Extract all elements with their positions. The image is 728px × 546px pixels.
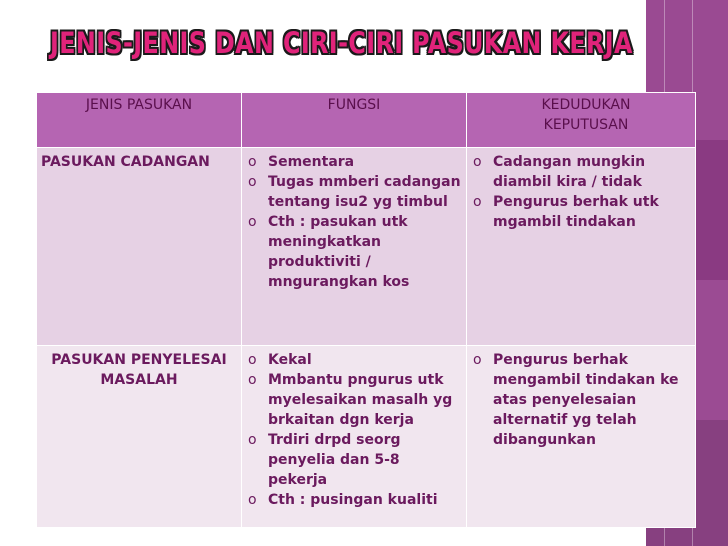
bullet-icon: o [248,352,257,368]
cell-jenis [37,148,242,346]
list-item-text: Pengurus berhak utk mgambil tindakan [493,194,659,230]
list-item [246,350,462,370]
pasukan-table [36,92,696,528]
header-kedudukan: KEDUDUKAN KEPUTUSAN [467,93,696,148]
page-title: JENIS-JENIS DAN CIRI-CIRI PASUKAN KERJA [50,26,633,60]
jenis-label: PASUKAN CADANGAN [41,154,210,170]
cell-jenis [37,346,242,528]
cell-kedudukan [467,148,696,346]
bullet-icon: o [248,372,257,388]
list-item-text: Pengurus berhak mengambil tindakan ke atas penyelesaian alternatif yg telah dibangunkan [493,352,679,448]
cell-kedudukan [467,346,696,528]
header-jenis: JENIS PASUKAN [37,93,242,148]
list-item [246,152,462,172]
list-item [246,370,462,430]
bullet-icon: o [248,432,257,448]
list-item [246,490,462,510]
bullet-icon: o [248,174,257,190]
list-item [471,350,691,450]
list-item-text: Cadangan mungkin diambil kira / tidak [493,154,646,190]
list-item-text: Kekal [268,352,312,368]
list-item [246,212,462,292]
bullet-icon: o [473,154,482,170]
list-item [471,192,691,232]
list-item-text: Tugas mmberi cadangan tentang isu2 yg timbul [268,174,461,210]
list-item [246,172,462,212]
list-item [246,430,462,490]
kedudukan-list [471,350,691,450]
list-item-text: Mmbantu pngurus utk myelesaikan masalh yg brkaitan dgn kerja [268,372,453,428]
bullet-icon: o [248,154,257,170]
list-item [471,152,691,192]
list-item-text: Sementara [268,154,355,170]
cell-fungsi [242,148,467,346]
list-item-text: Trdiri drpd seorg penyelia dan 5-8 pekerja [268,432,401,488]
table-row [37,346,696,528]
bullet-icon: o [473,352,482,368]
bullet-icon: o [248,214,257,230]
fungsi-list [246,152,462,292]
jenis-label: PASUKAN PENYELESAI MASALAH [51,352,227,388]
cell-fungsi [242,346,467,528]
list-item-text: Cth : pusingan kualiti [268,492,438,508]
table-row [37,148,696,346]
fungsi-list [246,350,462,510]
header-fungsi: FUNGSI [242,93,467,148]
list-item-text: Cth : pasukan utk meningkatkan produktiviti / mngurangkan kos [268,214,410,290]
bullet-icon: o [248,492,257,508]
bullet-icon: o [473,194,482,210]
table-header-row [37,93,696,148]
kedudukan-list [471,152,691,232]
